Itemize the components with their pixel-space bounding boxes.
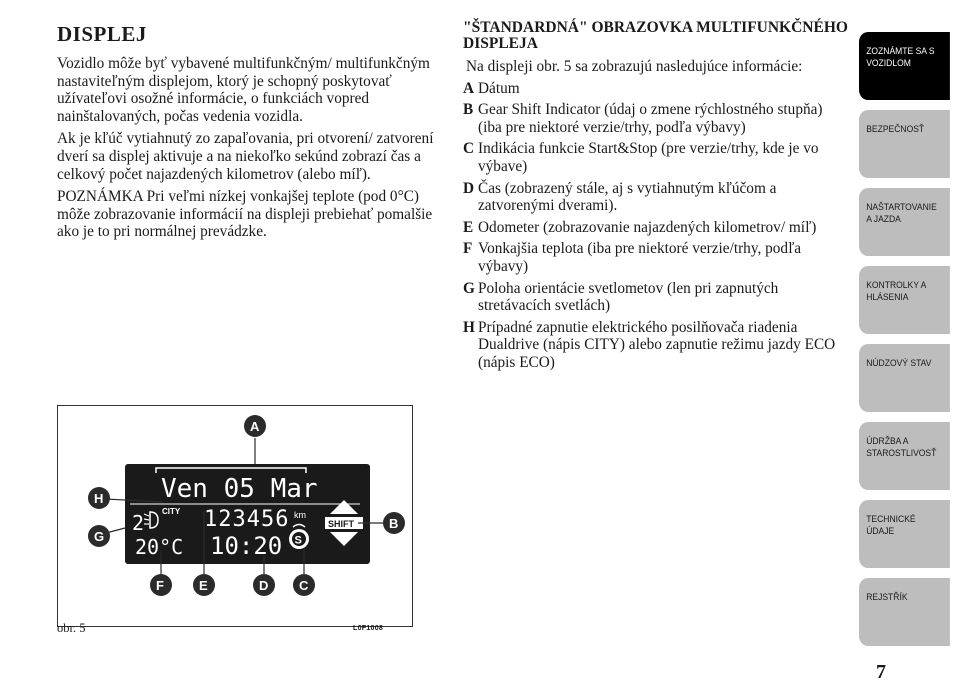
legend-text: Odometer (zobrazovanie najazdených kilometrov/ míľ): [478, 218, 817, 236]
legend-item: [463, 101, 848, 136]
tab-label: KONTROLKY A: [866, 280, 927, 291]
legend-letter: F: [463, 240, 473, 258]
display-illustration: [58, 406, 412, 626]
lcd-date: Ven 05 Mar: [161, 474, 318, 504]
tab-label: ZOZNÁMTE SA S: [866, 46, 935, 57]
callout-letter: G: [94, 529, 105, 544]
callout-h: [88, 487, 110, 509]
callout-d: [253, 574, 275, 596]
display-section: [57, 22, 442, 246]
city-label: CITY: [162, 507, 181, 516]
legend-list: [463, 80, 848, 372]
legend-item: [463, 240, 848, 275]
tab-label: ÚDRŽBA A: [866, 436, 909, 447]
callout-letter: F: [156, 578, 164, 593]
subsection-intro: Na displeji obr. 5 sa zobrazujú nasledujúce informácie:: [466, 58, 803, 75]
tab-getting-to-know[interactable]: [859, 32, 950, 100]
lcd-odometer: 123456: [204, 507, 290, 532]
legend-text: Dátum: [478, 79, 520, 97]
legend-letter: E: [463, 218, 474, 236]
tab-label: REJSTŘÍK: [866, 592, 908, 603]
tab-technical-data[interactable]: [859, 500, 950, 568]
legend-letter: G: [463, 279, 475, 297]
legend-text: Vonkajšia teplota (iba pre niektoré verzie/trhy, podľa výbavy): [478, 240, 802, 275]
callout-g: [88, 525, 110, 547]
page-number: 7: [876, 661, 886, 683]
callout-letter: A: [250, 419, 260, 434]
legend-text: Prípadné zapnutie elektrického posilňovača riadenia Dualdrive (nápis CITY) alebo zapnutie režimu jazdy ECO (nápis ECO): [478, 318, 836, 371]
lcd-time: 10:20: [210, 532, 283, 560]
legend-letter: B: [463, 101, 474, 119]
chapter-tabs: [859, 32, 960, 656]
tab-label: NAŠTARTOVANIE: [866, 202, 937, 213]
legend-item: [463, 140, 848, 175]
paragraph-intro: Vozidlo môže byť vybavené multifunkčným/ multifunkčným nastaviteľným displejom, ktorý je schopný poskytovať užívateľovi osožné informácie, o funkciách vopred nainštalovaných, počas vedenia vozidla.: [57, 55, 430, 125]
legend-item: [463, 280, 848, 315]
tab-maintenance[interactable]: [859, 422, 950, 490]
callout-letter: H: [94, 491, 104, 506]
paragraph-note: POZNÁMKA Pri veľmi nízkej vonkajšej teplote (pod 0°C) môže zobrazovanie informácií na displeji prebiehať pomalšie ako je to pri normálnej prevádzke.: [57, 188, 433, 241]
callout-letter: D: [259, 578, 269, 593]
callout-letter: E: [199, 578, 208, 593]
legend-text: Poloha orientácie svetlometov (len pri zapnutých stretávacích svetlách): [478, 279, 779, 315]
tab-starting-driving[interactable]: [859, 188, 950, 256]
tab-label: HLÁSENIA: [866, 292, 909, 303]
tab-warning-lights[interactable]: [859, 266, 950, 334]
legend-text: Indikácia funkcie Start&Stop (pre verzie/trhy, kde je vo výbave): [478, 140, 819, 175]
figure-caption: obr. 5: [57, 621, 86, 635]
callout-b: [383, 512, 405, 534]
tab-label: ÚDAJE: [866, 526, 895, 537]
tab-label: TECHNICKÉ: [866, 514, 916, 525]
display-figure: [57, 405, 413, 627]
lcd-unit: km: [294, 510, 306, 520]
tab-index[interactable]: [859, 578, 950, 646]
tab-label: BEZPEČNOSŤ: [866, 124, 925, 135]
legend-letter: A: [463, 79, 475, 97]
lcd-temperature: 20°C: [135, 535, 184, 559]
tab-emergency[interactable]: [859, 344, 950, 412]
shift-label: SHIFT: [328, 519, 354, 529]
tab-label: VOZIDLOM: [866, 58, 911, 69]
section-title: DISPLEJ: [57, 22, 147, 46]
legend-item: [463, 319, 848, 372]
paragraph-key-removed: Ak je kľúč vytiahnutý zo zapaľovania, pri otvorení/ zatvorení dverí sa displej aktivuje a na niekoľko sekúnd zobrazí čas a celkový počet najazdených kilometrov (alebo míľ).: [57, 130, 434, 183]
callout-a: [244, 415, 266, 437]
legend-letter: D: [463, 179, 475, 197]
callout-letter: C: [299, 578, 309, 593]
figure-code: L0F1008: [353, 625, 384, 632]
tab-label: STAROSTLIVOSŤ: [866, 448, 937, 459]
tab-label: A JAZDA: [866, 214, 901, 225]
ss-letter: S: [294, 534, 302, 547]
legend-text: Čas (zobrazený stále, aj s vytiahnutým kľúčom a zatvorenými dverami).: [478, 179, 777, 215]
legend-text: Gear Shift Indicator (údaj o zmene rýchlostného stupňa) (iba pre niektoré verzie/trhy, podľa výbavy): [478, 101, 823, 136]
legend-item: [463, 80, 848, 98]
legend-item: [463, 219, 848, 237]
standard-screen-section: [463, 20, 848, 376]
callout-f: [150, 574, 172, 596]
subsection-title: "ŠTANDARDNÁ" OBRAZOVKA MULTIFUNKČNÉHO DISPLEJA: [463, 19, 848, 52]
tab-label: NÚDZOVÝ STAV: [866, 358, 932, 369]
legend-item: [463, 180, 848, 215]
callout-e: [193, 574, 215, 596]
legend-letter: C: [463, 140, 475, 158]
tab-safety[interactable]: [859, 110, 950, 178]
legend-letter: H: [463, 318, 475, 336]
headlamp-level: 2: [132, 511, 145, 535]
callout-c: [293, 574, 315, 596]
callout-letter: B: [389, 516, 399, 531]
